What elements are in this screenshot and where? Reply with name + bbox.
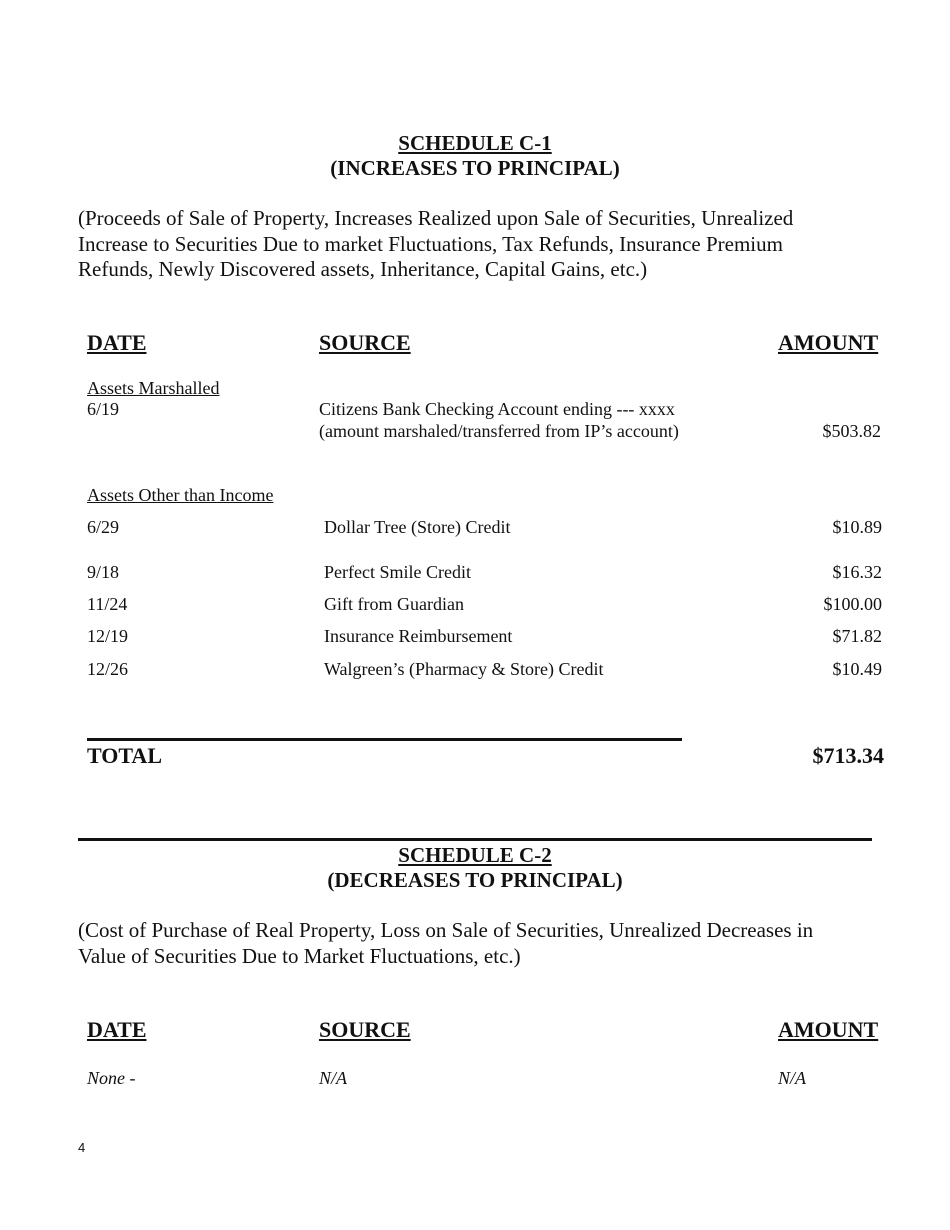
schedule-c1-subtitle: (INCREASES TO PRINCIPAL): [330, 156, 620, 180]
c1-source-header: SOURCE: [319, 330, 411, 355]
row-amount: $10.89: [832, 517, 882, 537]
assets-other-heading: Assets Other than Income: [87, 485, 274, 505]
row-date: 12/26: [87, 659, 129, 679]
assets-marshalled-heading: Assets Marshalled: [87, 378, 220, 398]
row-date: 11/24: [87, 594, 128, 614]
c2-row-amount: N/A: [778, 1068, 807, 1088]
row-amount: $10.49: [832, 659, 882, 679]
c2-row-date: None -: [87, 1068, 136, 1088]
row-date: 6/29: [87, 517, 120, 537]
c2-source-header: SOURCE: [319, 1017, 411, 1042]
row-date: 9/18: [87, 562, 120, 582]
row-source: Insurance Reimbursement: [324, 626, 513, 646]
schedule-c2-title: SCHEDULE C-2: [398, 843, 552, 867]
marshalled-source-line1: Citizens Bank Checking Account ending --- xxxx: [319, 399, 675, 419]
row-source: Dollar Tree (Store) Credit: [324, 517, 511, 537]
row-date: 12/19: [87, 626, 129, 646]
row-source: Gift from Guardian: [324, 594, 464, 614]
schedule-c2-intro: (Cost of Purchase of Real Property, Loss on Sale of Securities, Unrealized Decreases in Value of Securities Due to Market Fluctuations, etc.): [78, 918, 814, 968]
marshalled-amount: $503.82: [822, 421, 881, 441]
row-source: Walgreen’s (Pharmacy & Store) Credit: [324, 659, 604, 679]
schedule-c1-title: SCHEDULE C-1: [398, 131, 552, 155]
row-amount: $16.32: [832, 562, 882, 582]
marshalled-source-line2: (amount marshaled/transferred from IP’s account): [319, 421, 679, 441]
schedule-c2-subtitle: (DECREASES TO PRINCIPAL): [327, 868, 623, 892]
row-amount: $71.82: [832, 626, 882, 646]
row-amount: $100.00: [823, 594, 882, 614]
total-amount: $713.34: [812, 743, 884, 768]
c2-date-header: DATE: [87, 1017, 147, 1042]
row-source: Perfect Smile Credit: [324, 562, 471, 582]
schedule-c1-intro: (Proceeds of Sale of Property, Increases Realized upon Sale of Securities, Unrealized Increase to Securities Due to market Fluctuations, Tax Refunds, Insurance Premium Refunds, Newly Discovered assets, Inheritance, Capital Gains, etc.): [78, 206, 794, 281]
marshalled-date: 6/19: [87, 399, 120, 419]
c1-amount-header: AMOUNT: [778, 330, 879, 355]
total-label: TOTAL: [87, 743, 162, 768]
c2-row-source: N/A: [319, 1068, 348, 1088]
section-divider: [78, 838, 872, 841]
page-number: 4: [78, 1140, 86, 1155]
c1-date-header: DATE: [87, 330, 147, 355]
total-rule: [87, 738, 682, 741]
c2-amount-header: AMOUNT: [778, 1017, 879, 1042]
